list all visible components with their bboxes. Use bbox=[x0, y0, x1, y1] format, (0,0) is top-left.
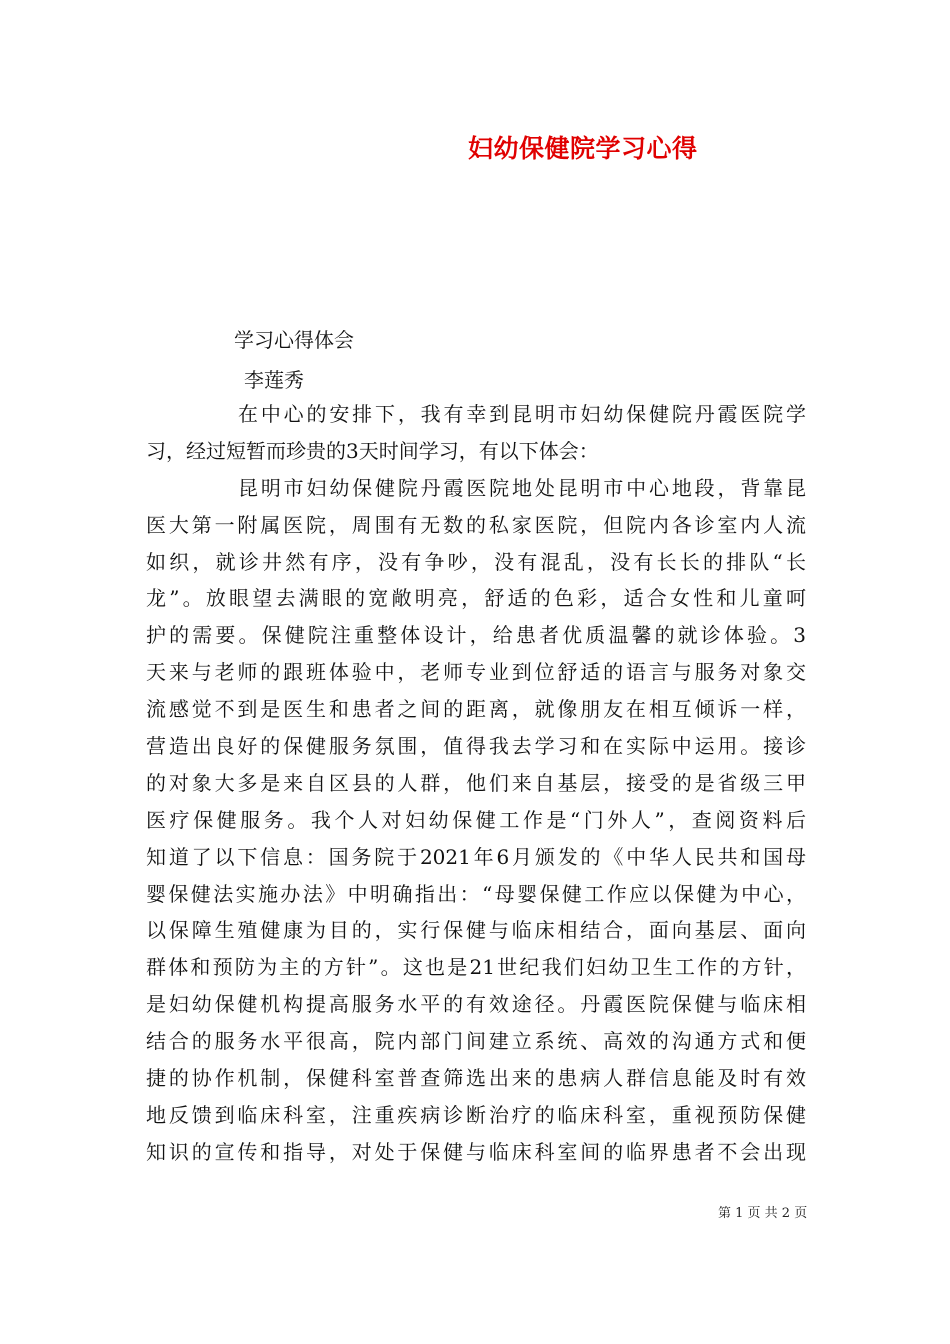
body-line: 群体和预防为主的方针”。这也是21世纪我们妇幼卫生工作的方针， bbox=[146, 955, 806, 980]
body-line: 的对象大多是来自区县的人群，他们来自基层，接受的是省级三甲 bbox=[146, 770, 806, 795]
body-line: 地反馈到临床科室，注重疾病诊断治疗的临床科室，重视预防保健 bbox=[146, 1102, 806, 1127]
body-line: 捷的协作机制，保健科室普查筛选出来的患病人群信息能及时有效 bbox=[146, 1066, 806, 1091]
body-line: 营造出良好的保健服务氛围，值得我去学习和在实际中运用。接诊 bbox=[146, 734, 806, 759]
body-line: 是妇幼保健机构提高服务水平的有效途径。丹霞医院保健与临床相 bbox=[146, 992, 806, 1017]
document-title: 妇幼保健院学习心得 bbox=[468, 134, 698, 163]
body-line: 龙”。放眼望去满眼的宽敞明亮，舒适的色彩，适合女性和儿童呵 bbox=[146, 586, 806, 611]
body-line: 以保障生殖健康为目的，实行保健与临床相结合，面向基层、面向 bbox=[146, 918, 806, 943]
body-line: 昆明市妇幼保健院丹霞医院地处昆明市中心地段，背靠昆 bbox=[238, 475, 806, 500]
body-line: 医疗保健服务。我个人对妇幼保健工作是“门外人”，查阅资料后 bbox=[146, 807, 806, 832]
body-line: 习，经过短暂而珍贵的3天时间学习，有以下体会： bbox=[146, 438, 599, 463]
body-line: 结合的服务水平很高，院内部门间建立系统、高效的沟通方式和便 bbox=[146, 1029, 806, 1054]
body-text bbox=[146, 396, 806, 1171]
body-line: 护的需要。保健院注重整体设计，给患者优质温馨的就诊体验。3 bbox=[146, 623, 806, 648]
body-line: 知识的宣传和指导，对处于保健与临床科室间的临界患者不会出现 bbox=[146, 1139, 806, 1164]
body-line: 流感觉不到是医生和患者之间的距离，就像朋友在相互倾诉一样， bbox=[146, 697, 806, 722]
body-line: 知道了以下信息：国务院于2021年6月颁发的《中华人民共和国母 bbox=[146, 844, 806, 869]
author-name: 李莲秀 bbox=[244, 368, 304, 392]
body-line: 如织，就诊井然有序，没有争吵，没有混乱，没有长长的排队“长 bbox=[146, 549, 806, 574]
document-subtitle: 学习心得体会 bbox=[234, 328, 354, 352]
body-line: 天来与老师的跟班体验中，老师专业到位舒适的语言与服务对象交 bbox=[146, 660, 806, 685]
page-number: 第 1 页 共 2 页 bbox=[718, 1206, 808, 1221]
body-line: 婴保健法实施办法》中明确指出：“母婴保健工作应以保健为中心， bbox=[146, 881, 806, 906]
body-line: 在中心的安排下，我有幸到昆明市妇幼保健院丹霞医院学 bbox=[238, 402, 806, 426]
body-line: 医大第一附属医院，周围有无数的私家医院，但院内各诊室内人流 bbox=[146, 512, 806, 537]
